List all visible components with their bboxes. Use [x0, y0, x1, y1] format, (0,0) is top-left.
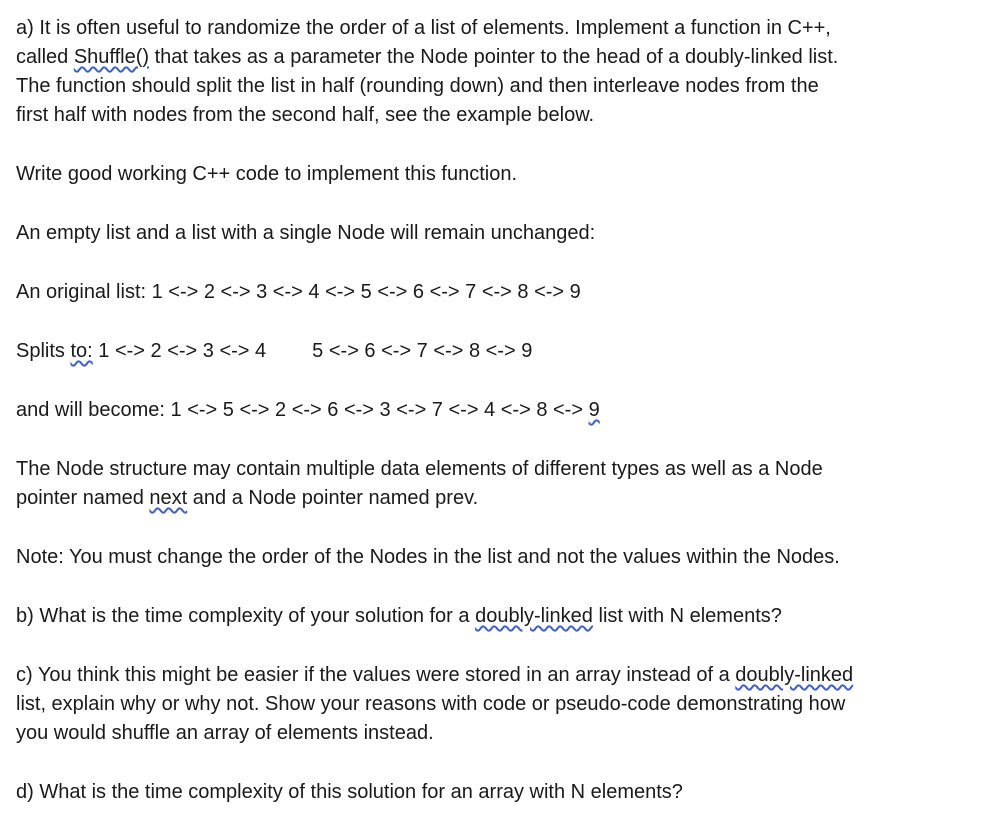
part-b-end: list with N elements? — [592, 605, 782, 627]
splits-second-half: 5 <-> 6 <-> 7 <-> 8 <-> 9 — [312, 340, 533, 362]
part-a-line-4: first half with nodes from the second half, see the example below. — [16, 104, 595, 126]
part-c-line-3: you would shuffle an array of elements instead. — [16, 722, 434, 744]
part-c-paragraph — [16, 661, 976, 748]
node-structure-line-2-end: and a Node pointer named prev. — [187, 487, 479, 509]
part-c-line-2: list, explain why or why not. Show your reasons with code or pseudo-code demonstrating how — [16, 693, 846, 715]
document-body — [16, 14, 976, 807]
next-pointer-name: next — [149, 487, 188, 509]
order-note: Note: You must change the order of the Nodes in the list and not the values within the Nodes. — [16, 546, 840, 568]
original-list-example: An original list: 1 <-> 2 <-> 3 <-> 4 <-> 5 <-> 6 <-> 7 <-> 8 <-> 9 — [16, 281, 581, 303]
node-structure-line-2 — [16, 484, 976, 513]
part-a-line-3: The function should split the list in half (rounding down) and then interleave nodes from the — [16, 75, 819, 97]
splits-label: Splits — [16, 340, 71, 362]
part-a-line-2-start: called — [16, 46, 74, 68]
part-c-line-1-start: c) You think this might be easier if the values were stored in an array instead of a — [16, 664, 736, 686]
node-structure-paragraph — [16, 455, 976, 513]
become-sequence: and will become: 1 <-> 5 <-> 2 <-> 6 <-> 3 <-> 7 <-> 4 <-> 8 <-> — [16, 399, 589, 421]
part-b-doubly-linked: doubly-linked — [475, 605, 593, 627]
part-d-question: d) What is the time complexity of this solution for an array with N elements? — [16, 781, 683, 803]
node-structure-line-2-start: pointer named — [16, 487, 150, 509]
part-c-doubly-linked: doubly-linked — [735, 664, 854, 686]
splits-example — [16, 337, 976, 366]
part-c-line-1 — [16, 661, 976, 690]
write-code-instruction: Write good working C++ code to implement this function. — [16, 163, 517, 185]
node-structure-line-1: The Node structure may contain multiple data elements of different types as well as a Node — [16, 458, 823, 480]
part-a-paragraph — [16, 14, 976, 130]
shuffle-function-name: Shuffle() — [73, 46, 150, 68]
splits-to-word: to: — [70, 340, 93, 362]
part-b-question — [16, 602, 976, 631]
empty-list-note: An empty list and a list with a single Node will remain unchanged: — [16, 222, 596, 244]
part-b-start: b) What is the time complexity of your solution for a — [16, 605, 476, 627]
part-a-line-2-end: that takes as a parameter the Node pointer to the head of a doubly-linked list. — [149, 46, 839, 68]
part-a-line-1: a) It is often useful to randomize the order of a list of elements. Implement a function in C++, — [16, 17, 831, 39]
splits-first-half: 1 <-> 2 <-> 3 <-> 4 — [92, 340, 267, 362]
become-example — [16, 396, 976, 425]
become-last-value: 9 — [588, 399, 600, 421]
part-a-line-2 — [16, 43, 976, 72]
